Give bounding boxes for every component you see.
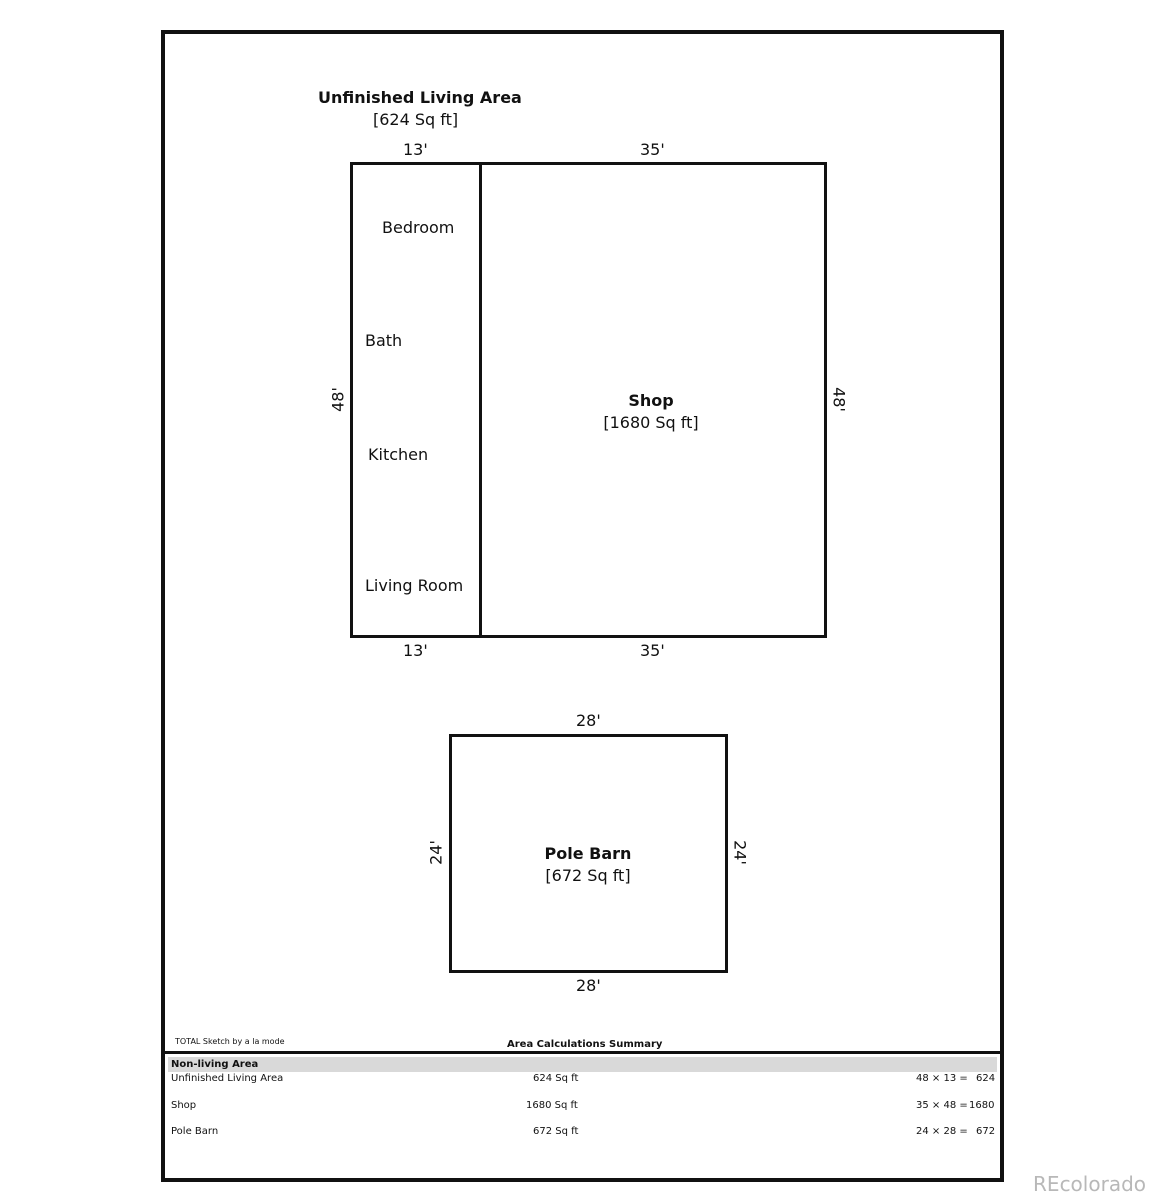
summary-row-area: 672 Sq ft [533, 1126, 579, 1137]
shop-top-dimension: 35' [640, 140, 665, 159]
living-left-dimension: 48' [328, 387, 348, 412]
barn-right-dimension: 24' [730, 840, 750, 865]
sketch-credit: TOTAL Sketch by a la mode [175, 1037, 285, 1046]
summary-divider [165, 1051, 1000, 1054]
shop-size: [1680 Sq ft] [603, 413, 699, 432]
summary-section-title: Non-living Area [171, 1059, 259, 1070]
summary-row-calc: 24 × 28 = [916, 1126, 968, 1137]
summary-row-total: 672 [976, 1126, 996, 1137]
barn-left-dimension: 24' [426, 840, 446, 865]
summary-row-calc: 48 × 13 = [916, 1073, 968, 1084]
pole-barn-title: Pole Barn [544, 844, 632, 863]
living-top-dimension: 13' [403, 140, 428, 159]
living-bottom-dimension: 13' [403, 641, 428, 660]
shop-title: Shop [628, 391, 674, 410]
summary-title: Area Calculations Summary [507, 1039, 663, 1050]
shop-right-dimension: 48' [829, 387, 849, 412]
recolorado-watermark: REcolorado [1033, 1172, 1146, 1196]
room-label-bath: Bath [365, 331, 403, 350]
summary-row-calc: 35 × 48 = [916, 1100, 968, 1111]
summary-row-area: 624 Sq ft [533, 1073, 579, 1084]
pole-barn-size: [672 Sq ft] [545, 866, 631, 885]
summary-row-name: Shop [171, 1100, 197, 1111]
summary-row-area: 1680 Sq ft [526, 1100, 578, 1111]
summary-row-total: 1680 [969, 1100, 995, 1111]
shop-bottom-dimension: 35' [640, 641, 665, 660]
room-label-living-room: Living Room [365, 576, 464, 595]
room-label-bedroom: Bedroom [382, 218, 455, 237]
summary-header-bar [168, 1057, 997, 1072]
summary-row-name: Pole Barn [171, 1126, 219, 1137]
summary-row-name: Unfinished Living Area [171, 1073, 284, 1084]
room-label-kitchen: Kitchen [368, 445, 429, 464]
living-area-title: Unfinished Living Area [318, 88, 522, 107]
summary-row-total: 624 [976, 1073, 996, 1084]
barn-top-dimension: 28' [576, 711, 601, 730]
living-area-size: [624 Sq ft] [373, 110, 459, 129]
barn-bottom-dimension: 28' [576, 976, 601, 995]
